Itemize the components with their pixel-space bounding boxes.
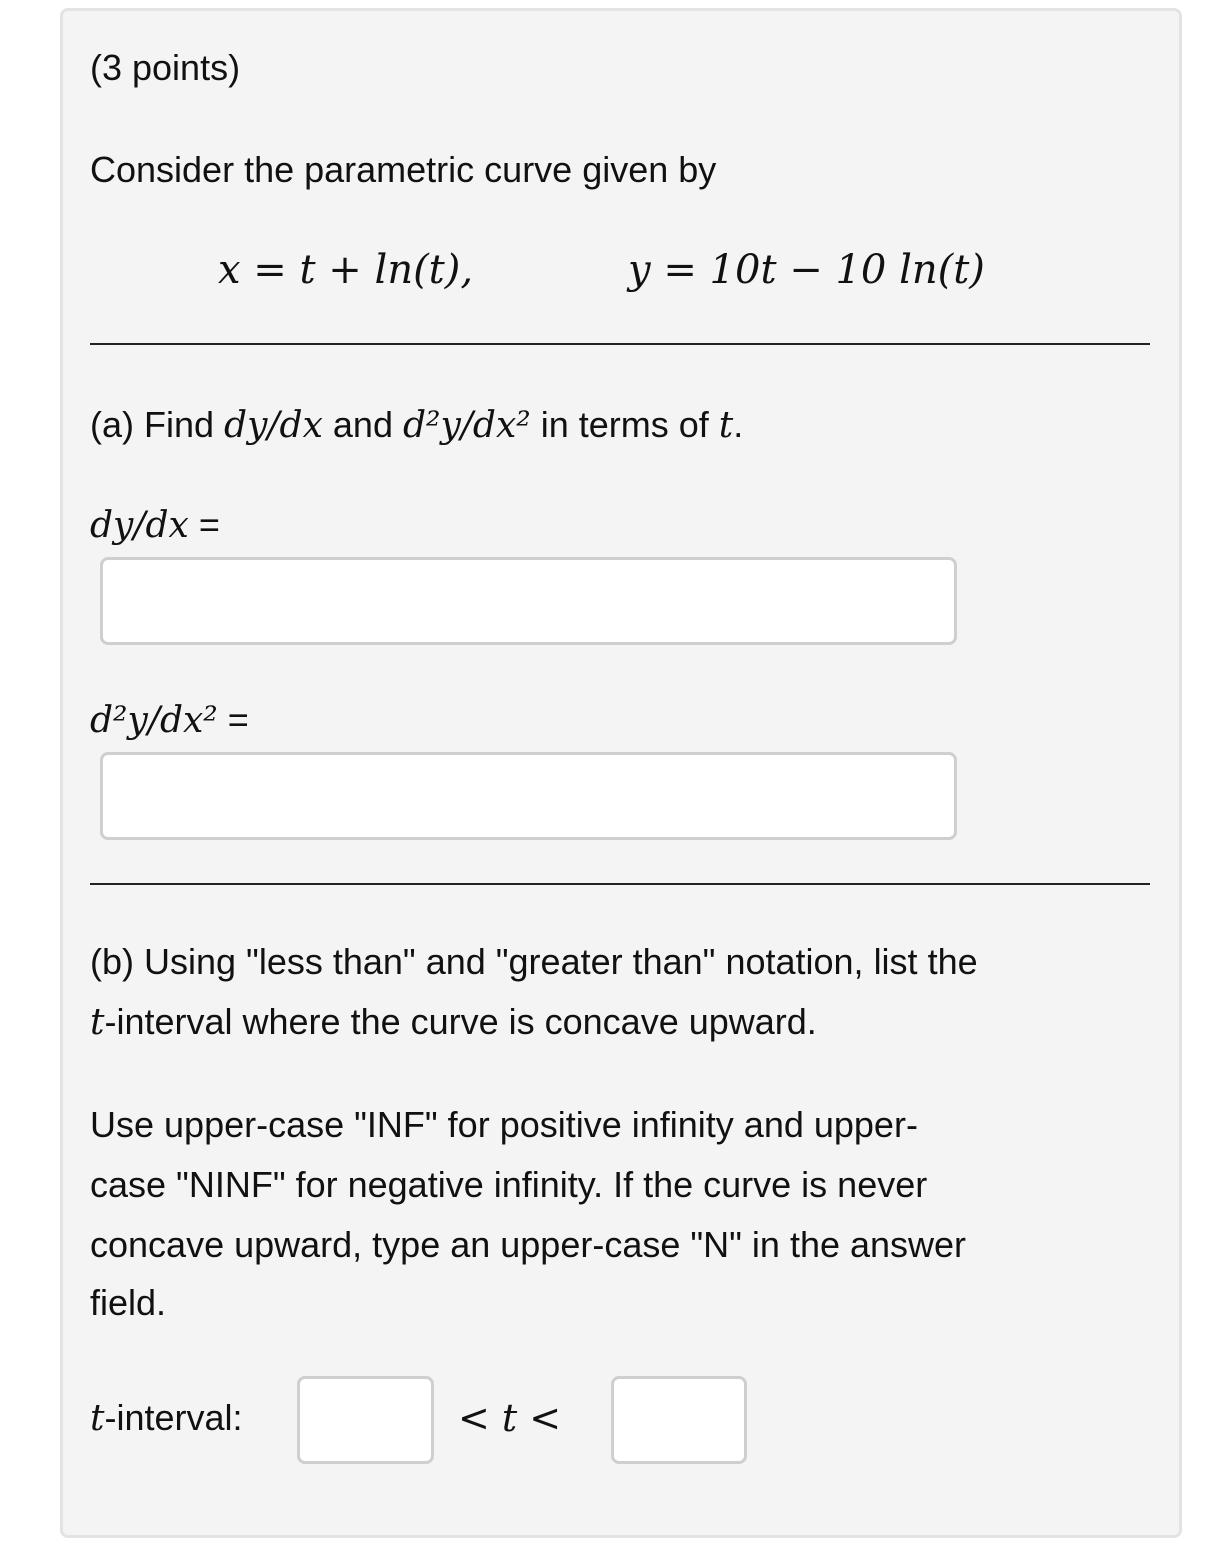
dydx-label: dy/dx = (90, 504, 220, 546)
points-label: (3 points) (90, 47, 241, 88)
equation-x: x = t + ln(t), (218, 247, 474, 293)
inequality: < t < (458, 1396, 562, 1440)
d2ydx2-input[interactable] (100, 752, 957, 840)
lower-bound-input[interactable] (297, 1376, 434, 1464)
part-b-prompt-line2: t-interval where the curve is concave upward. (90, 1001, 817, 1043)
instructions-line: Use upper-case "INF" for positive infinity and upper- (90, 1104, 918, 1145)
instructions-line: concave upward, type an upper-case "N" in the answer (90, 1224, 967, 1265)
instructions-line: field. (90, 1282, 167, 1323)
d2ydx2-label: d²y/dx² = (90, 699, 249, 741)
divider (90, 883, 1150, 885)
t-interval-label: t-interval: (90, 1397, 243, 1439)
equation-y: y = 10t − 10 ln(t) (628, 247, 985, 293)
part-a-prompt: (a) Find dy/dx and d²y/dx² in terms of t. (90, 404, 744, 446)
upper-bound-input[interactable] (611, 1376, 747, 1464)
divider (90, 343, 1150, 345)
intro-text: Consider the parametric curve given by (90, 149, 717, 190)
dydx-input[interactable] (100, 557, 957, 645)
instructions-line: case "NINF" for negative infinity. If the curve is never (90, 1164, 928, 1205)
part-b-prompt-line1: (b) Using "less than" and "greater than" notation, list the (90, 941, 978, 982)
